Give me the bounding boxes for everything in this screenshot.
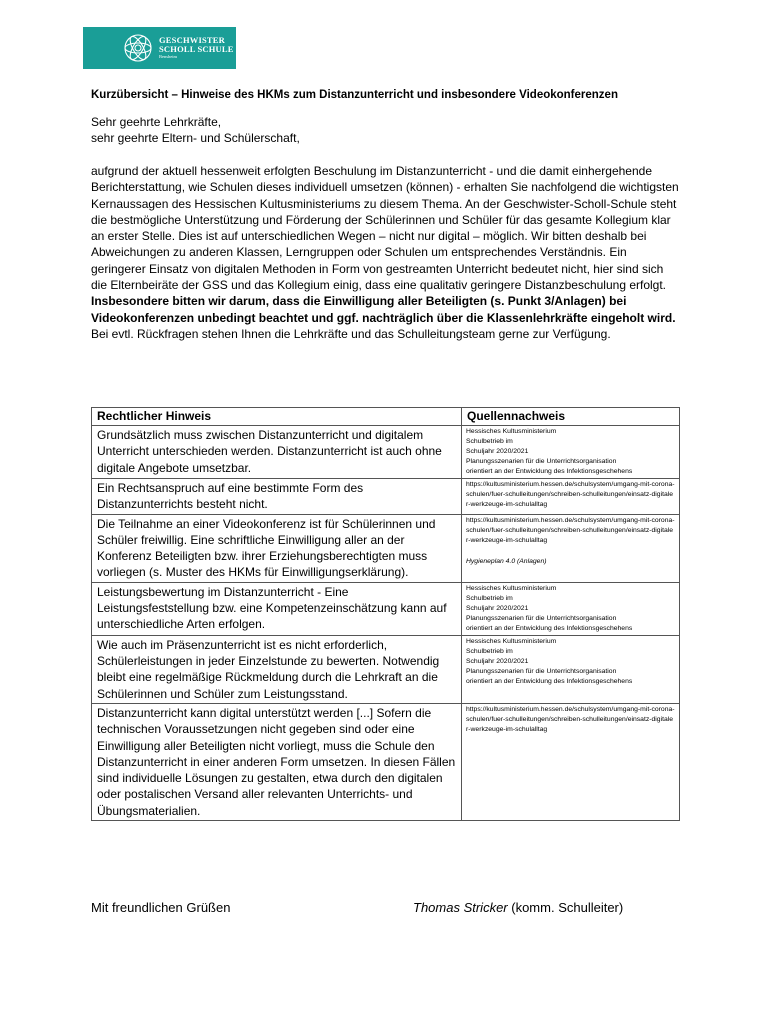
legal-hints-table: [91, 407, 680, 821]
logo-wordmark: [159, 36, 234, 60]
document-title: Kurzübersicht – Hinweise des HKMs zum Distanzunterricht und insbesondere Videokonferenzen: [91, 89, 618, 101]
source-link[interactable]: https://kultusministerium.hessen.de/schulsystem/umgang-mit-corona-schulen/fuer-schulleitungen/schreiben-schulleitungen/einsatz-digitaler-werkzeuge-im-schulalltag: [466, 705, 675, 733]
source-line: orientiert an der Entwicklung des Infektionsgeschehens: [466, 677, 633, 685]
body-text: [91, 163, 681, 342]
consent-notice: Insbesondere bitten wir darum, dass die Einwilligung aller Beteiligten (s. Punkt 3/Anlagen) bei Videokonferenzen unbedingt beachtet und ggf. nachträglich über die Klassenlehrkräfte eingeholt wird.: [91, 294, 676, 325]
source-line: Hessisches Kultusministerium: [466, 637, 557, 645]
logo-line-1: GESCHWISTER: [159, 35, 225, 46]
source-line: Planungsszenarien für die Unterrichtsorganisation: [466, 458, 617, 465]
source-link[interactable]: https://kultusministerium.hessen.de/schulsystem/umgang-mit-corona-schulen/fuer-schulleitungen/schreiben-schulleitungen/einsatz-digitaler-werkzeuge-im-schulalltag: [466, 516, 675, 544]
table-body: [92, 426, 680, 821]
table-row: [92, 582, 680, 635]
source-line: Planungsszenarien für die Unterrichtsorganisation: [466, 667, 617, 675]
signature-role: (komm. Schulleiter): [507, 900, 624, 915]
school-emblem-icon: [123, 33, 153, 63]
source-line: orientiert an der Entwicklung des Infektionsgeschehens: [466, 468, 633, 475]
source-line: Schuljahr 2020/2021: [466, 657, 529, 665]
source-line: Schuljahr 2020/2021: [466, 448, 529, 455]
source-cell: [462, 635, 680, 703]
column-header-hint: Rechtlicher Hinweis: [92, 408, 462, 426]
intro-paragraph: aufgrund der aktuell hessenweit erfolgten Beschulung im Distanzunterricht - und die damit einhergehende Berichterstattung, wie Schulen dieses individuell umsetzen (können) - erhalten Sie nachfolgend die wichtigsten Kernaussagen des Hessischen Kultusministeriums zu diesem Thema. An der Geschwister-Scholl-Schule steht die bestmögliche Unterstützung und Förderung der Schülerinnen und Schüler für das gesamte Kollegium klar an erster Stelle. Dies ist auf unterschiedlichen Wegen – nicht nur digital – möglich. Wir bitten deshalb bei Abweichungen zu anderen Klassen, Lerngruppen oder Schulen um entsprechendes Verständnis. Ein geringerer Einsatz von digitalen Methoden in Form von gestreamten Unterricht bedeutet nicht, hier sind sich die Elternbeiräte der GSS und das Kollegium einig, dass eine qualitativ geringere Distanzbeschulung erfolgt.: [91, 164, 679, 293]
table-row: [92, 514, 680, 582]
source-cell: [462, 582, 680, 635]
legal-hint-cell: Distanzunterricht kann digital unterstützt werden [...] Sofern die technischen Voraussetzungen nicht gegeben sind oder eine Einwilligung aller Beteiligten nicht vorliegt, muss die Schule den Distanzunterricht in einer anderen Form umsetzen. In diesen Fällen sind individuelle Lösungen zu gestalten, etwa durch den digitalen oder postalischen Versand aller relevanten Unterrichts- und Übungsmaterialien.: [92, 703, 462, 820]
source-line: Schulbetrieb im: [466, 647, 513, 655]
legal-hint-cell: Wie auch im Präsenzunterricht ist es nicht erforderlich, Schülerleistungen in jeder Einzelstunde zu bewerten. Notwendig bleibt eine regelmäßige Rückmeldung durch die Lehrkraft an die Schülerinnen und Schüler zum Leistungsstand.: [92, 635, 462, 703]
column-header-source: Quellennachweis: [462, 408, 680, 426]
closing-salutation: Mit freundlichen Grüßen: [91, 900, 231, 915]
logo-line-2: SCHOLL SCHULE: [159, 44, 234, 55]
source-cell: [462, 514, 680, 582]
legal-hint-cell: Ein Rechtsanspruch auf eine bestimmte Form des Distanzunterrichts besteht nicht.: [92, 479, 462, 515]
greeting-line-1: Sehr geehrte Lehrkräfte,: [91, 115, 222, 129]
legal-hint-cell: Grundsätzlich muss zwischen Distanzunterricht und digitalem Unterricht unterschieden werden. Distanzunterricht ist auch ohne digitale Angebote umsetzbar.: [92, 426, 462, 479]
table-row: [92, 479, 680, 515]
table-row: [92, 426, 680, 479]
source-line: Hessisches Kultusministerium: [466, 584, 557, 592]
source-cell: [462, 703, 680, 820]
source-line: Schulbetrieb im: [466, 438, 513, 445]
greeting: [91, 114, 300, 146]
table-row: [92, 635, 680, 703]
source-cell: [462, 426, 680, 479]
table-row: [92, 703, 680, 820]
legal-hint-cell: Die Teilnahme an einer Videokonferenz ist für Schülerinnen und Schüler freiwillig. Eine schriftliche Einwilligung aller an der Konferenz Beteiligten bzw. ihrer Erziehungsberechtigten muss vorliegen (s. Muster des HKMs für Einwilligungserklärung).: [92, 514, 462, 582]
source-line: Schulbetrieb im: [466, 594, 513, 602]
table-header-row: [92, 408, 680, 426]
legal-hint-cell: Leistungsbewertung im Distanzunterricht - Eine Leistungsfeststellung bzw. eine Kompetenzeinschätzung kann auf unterschiedliche Arten erfolgen.: [92, 582, 462, 635]
source-note: Hygieneplan 4.0 (Anlagen): [466, 557, 547, 565]
source-line: Hessisches Kultusministerium: [466, 428, 557, 435]
source-line: orientiert an der Entwicklung des Infektionsgeschehens: [466, 624, 633, 632]
source-line: Planungsszenarien für die Unterrichtsorganisation: [466, 614, 617, 622]
greeting-line-2: sehr geehrte Eltern- und Schülerschaft,: [91, 131, 300, 145]
signature-name: Thomas Stricker: [413, 900, 508, 915]
contact-note: Bei evtl. Rückfragen stehen Ihnen die Lehrkräfte und das Schulleitungsteam gerne zur Verfügung.: [91, 326, 611, 341]
source-link[interactable]: https://kultusministerium.hessen.de/schulsystem/umgang-mit-corona-schulen/fuer-schulleitungen/schreiben-schulleitungen/einsatz-digitaler-werkzeuge-im-schulalltag: [466, 481, 675, 508]
source-line: Schuljahr 2020/2021: [466, 604, 529, 612]
source-cell: [462, 479, 680, 515]
logo-line-3: Bensheim: [159, 54, 177, 60]
school-logo: [83, 27, 236, 69]
signature: [413, 900, 623, 915]
